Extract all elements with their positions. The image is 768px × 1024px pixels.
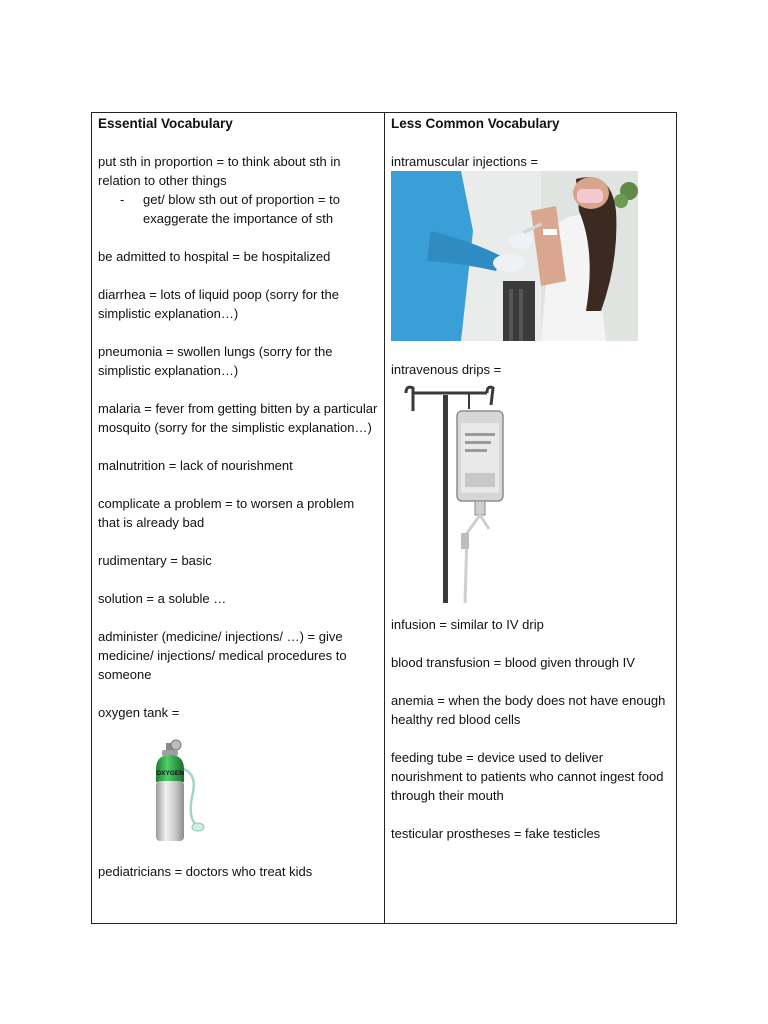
- vocab-entry-rudimentary: rudimentary = basic: [98, 553, 212, 568]
- vocab-entry-pediatricians: pediatricians = doctors who treat kids: [98, 864, 313, 879]
- bullet-dash: -: [120, 192, 125, 207]
- vocab-entry-testicular-prostheses: testicular prostheses = fake testicles: [391, 826, 601, 841]
- vocab-entry-malnutrition: malnutrition = lack of nourishment: [98, 458, 293, 473]
- vocab-entry-anemia: anemia = when the body does not have enough healthy red blood cells: [391, 693, 666, 727]
- vocab-entry-admitted: be admitted to hospital = be hospitalized: [98, 249, 331, 264]
- vocab-entry-oxygen-tank: oxygen tank =: [98, 705, 180, 720]
- vocab-entry-malaria: malaria = fever from getting bitten by a particular mosquito (sorry for the simplistic explanation…): [98, 401, 378, 435]
- vocab-entry-administer: administer (medicine/ injections/ …) = give medicine/ injections/ medical procedures to someone: [98, 629, 347, 682]
- iv-drip-image: [391, 383, 541, 603]
- oxygen-label-text: OXYGEN: [156, 770, 184, 777]
- vocab-subentry-out-of-proportion: [98, 190, 378, 228]
- vocab-entry-complicate: complicate a problem = to worsen a problem that is already bad: [98, 496, 355, 530]
- less-common-vocabulary-column: [385, 113, 676, 923]
- vocab-entry-intravenous-drips: intravenous drips =: [391, 362, 502, 377]
- vocabulary-table: [91, 112, 677, 924]
- vocab-entry-intramuscular: intramuscular injections =: [391, 154, 539, 169]
- vocab-entry-proportion: put sth in proportion = to think about sth in relation to other things: [98, 154, 341, 188]
- less-common-vocabulary-heading: Less Common Vocabulary: [391, 116, 560, 131]
- vocab-entry-infusion: infusion = similar to IV drip: [391, 617, 544, 632]
- vocab-entry-feeding-tube: feeding tube = device used to deliver nourishment to patients who cannot ingest food through their mouth: [391, 750, 664, 803]
- injection-photo: [391, 171, 638, 341]
- vocab-entry-solution: solution = a soluble …: [98, 591, 227, 606]
- oxygen-tank-icon: [126, 735, 241, 850]
- vocab-entry-blood-transfusion: blood transfusion = blood given through IV: [391, 655, 635, 670]
- vocab-entry-pneumonia: pneumonia = swollen lungs (sorry for the simplistic explanation…): [98, 344, 333, 378]
- oxygen-tank-image: [126, 735, 241, 850]
- injection-photo-icon: [391, 171, 638, 341]
- essential-vocabulary-heading: Essential Vocabulary: [98, 116, 233, 131]
- vocab-entry-diarrhea: diarrhea = lots of liquid poop (sorry for the simplistic explanation…): [98, 287, 339, 321]
- sub-entry-text: get/ blow sth out of proportion = to exaggerate the importance of sth: [143, 192, 340, 226]
- iv-drip-icon: [391, 383, 541, 603]
- essential-vocabulary-column: [92, 113, 385, 923]
